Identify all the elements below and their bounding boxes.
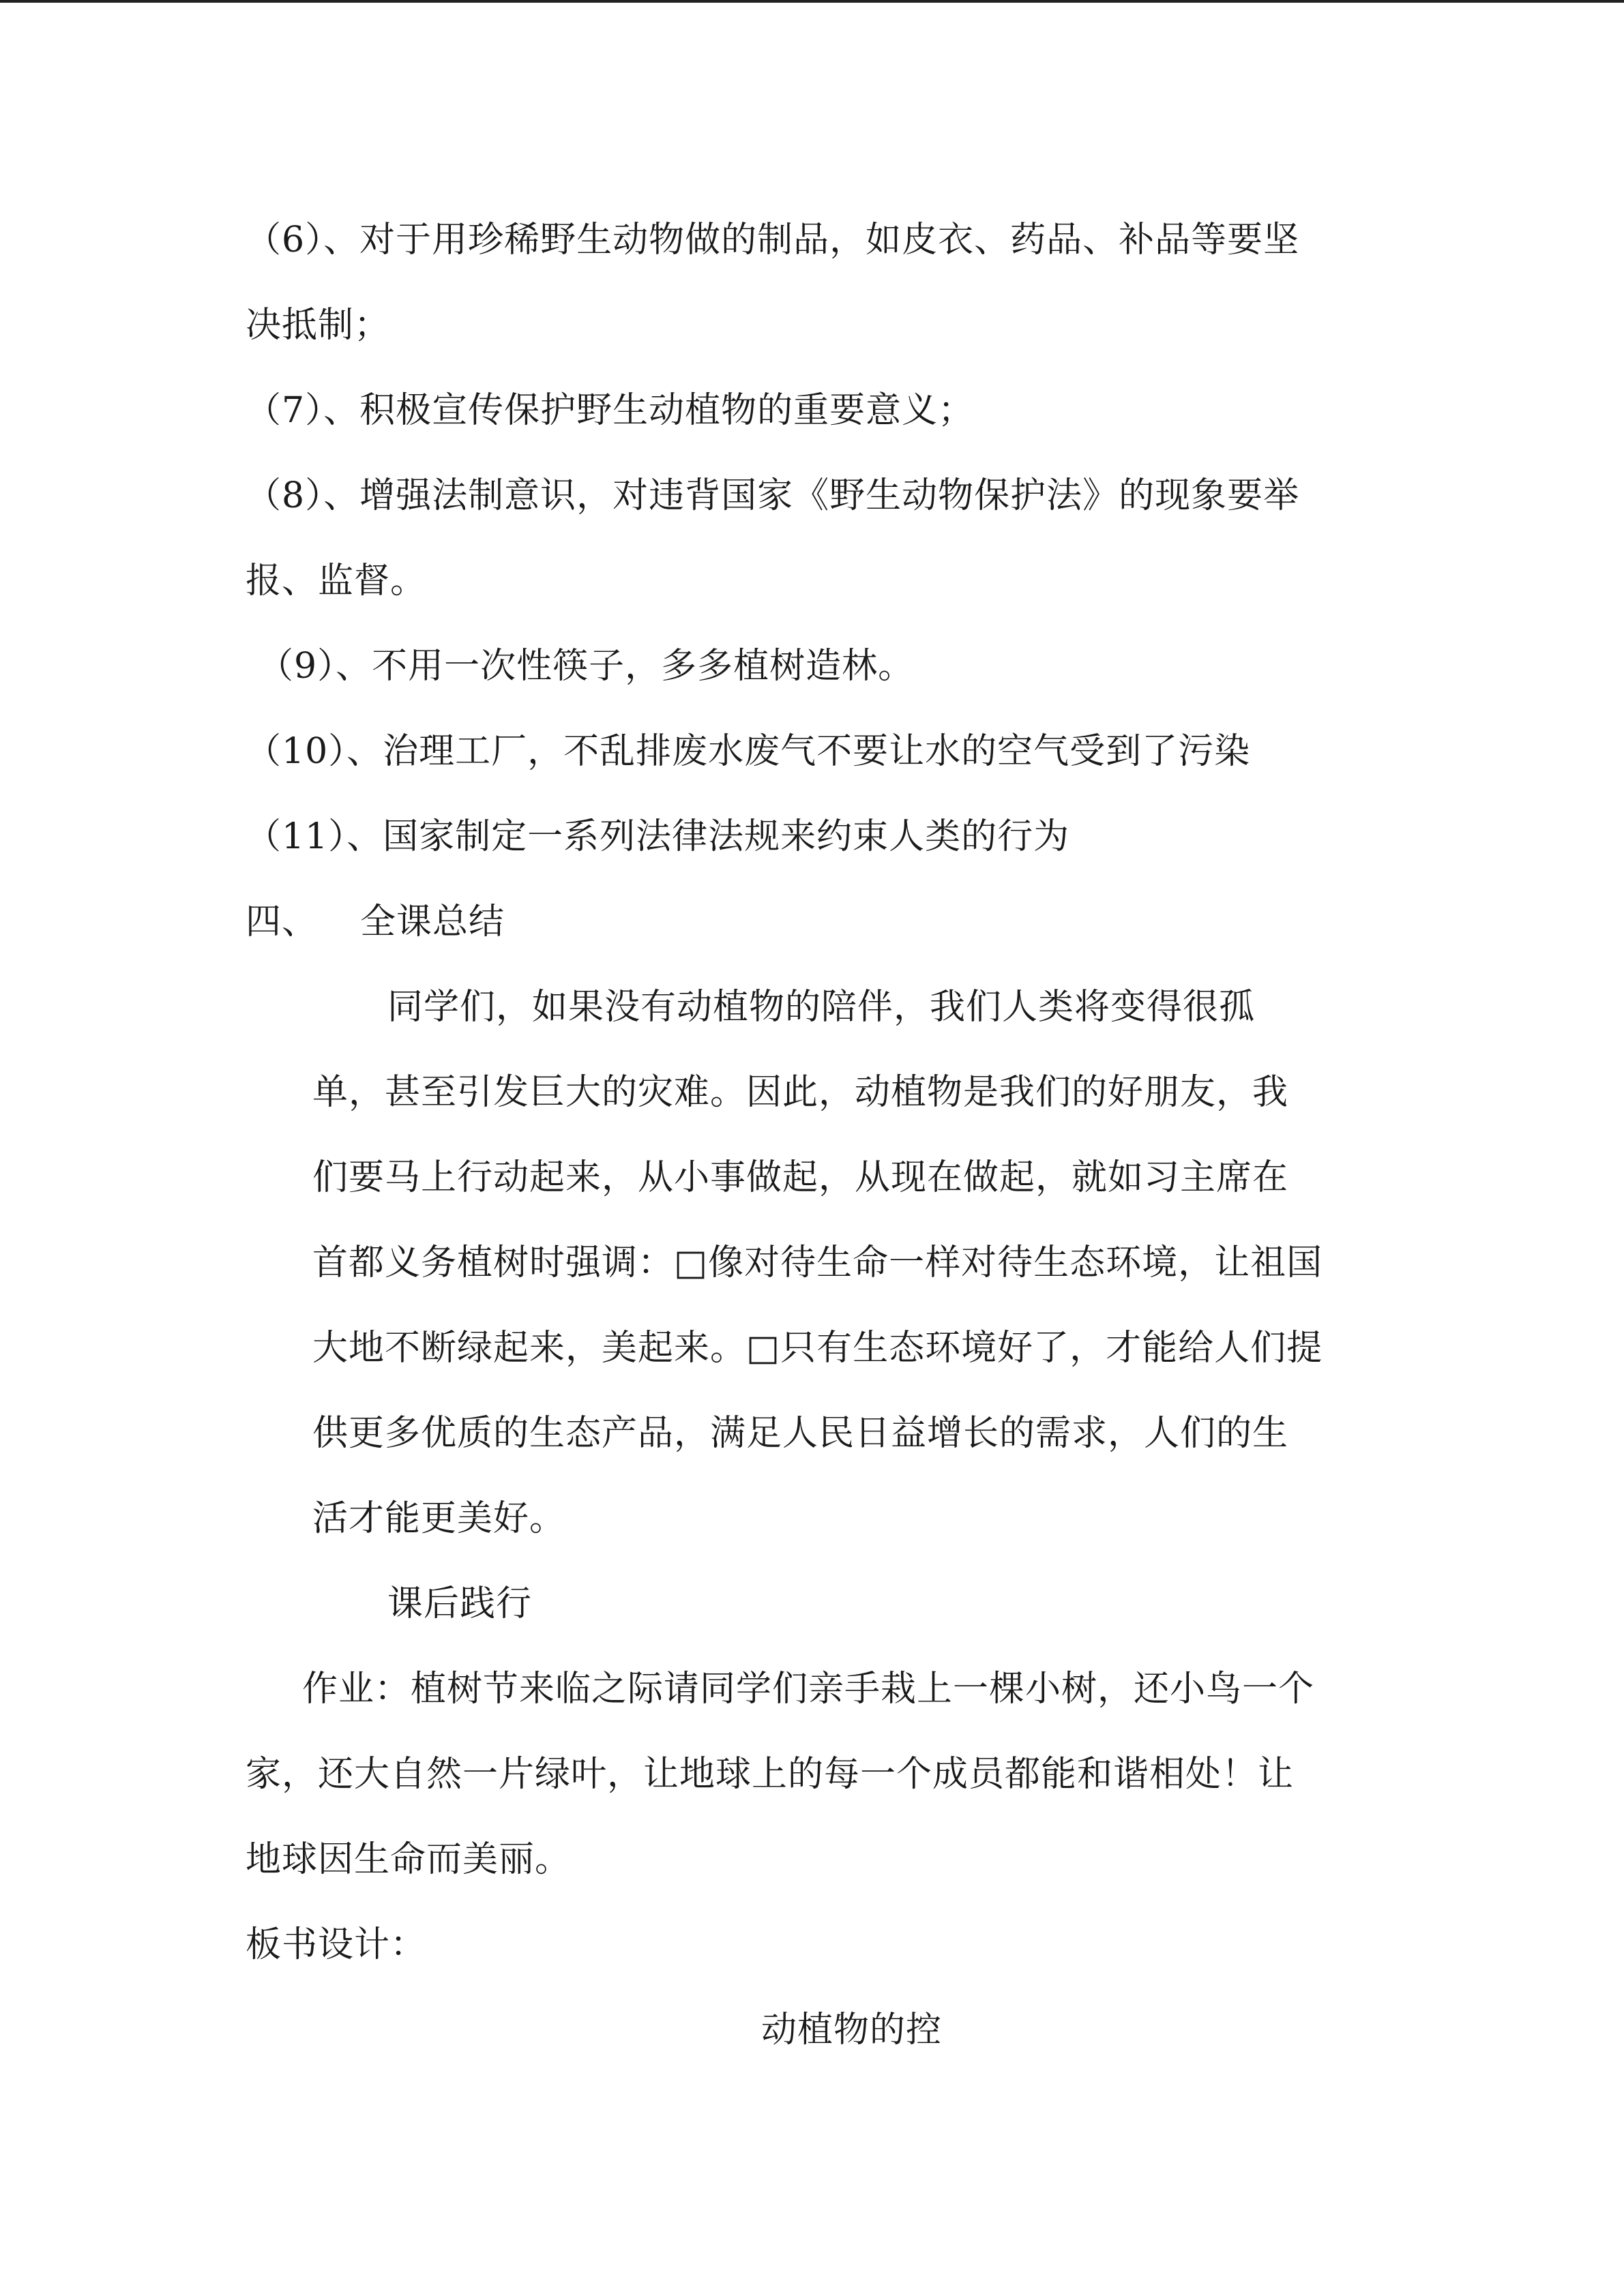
summary-line-5: 大地不断绿起来，美起来。□只有生态环境好了，才能给人们提 — [312, 1328, 1323, 1369]
homework-line-3: 地球因生命而美丽。 — [246, 1839, 572, 1880]
item-7: （7）、积极宣传保护野生动植物的重要意义； — [246, 390, 975, 431]
board-title: 动植物的控 — [761, 2010, 943, 2051]
summary-line-6: 供更多优质的生态产品，满足人民日益增长的需求，人们的生 — [312, 1413, 1289, 1454]
homework-line-2: 家，还大自然一片绿叶，让地球上的每一个成员都能和谐相处！让 — [246, 1754, 1295, 1795]
item-8-line-2: 报、监督。 — [246, 561, 427, 601]
section-title: 全课总结 — [360, 901, 505, 942]
summary-line-4: 首都义务植树时强调：□像对待生命一样对待生态环境，让祖国 — [312, 1242, 1323, 1283]
item-10: （10）、治理工厂，不乱排废水废气不要让水的空气受到了污染 — [246, 731, 1251, 772]
summary-line-3: 们要马上行动起来，从小事做起，从现在做起，就如习主席在 — [312, 1157, 1289, 1198]
summary-line-7: 活才能更美好。 — [312, 1498, 566, 1539]
after-class-title: 课后践行 — [387, 1583, 533, 1624]
section-number: 四、 — [246, 901, 319, 942]
item-11: （11）、国家制定一系列法律法规来约束人类的行为 — [246, 816, 1070, 857]
summary-line-2: 单，甚至引发巨大的灾难。因此，动植物是我们的好朋友，我 — [312, 1072, 1289, 1113]
item-9: （9）、不用一次性筷子，多多植树造林。 — [258, 646, 915, 687]
page-top-border — [0, 0, 1624, 3]
item-8-line-1: （8）、增强法制意识，对违背国家《野生动物保护法》的现象要举 — [246, 475, 1300, 516]
homework-line-1: 作业：植树节来临之际请同学们亲手栽上一棵小树，还小鸟一个 — [302, 1669, 1315, 1710]
item-6-line-2: 决抵制； — [246, 305, 391, 346]
board-design-label: 板书设计： — [246, 1924, 427, 1965]
summary-line-1: 同学们，如果没有动植物的陪伴，我们人类将变得很孤 — [387, 987, 1256, 1028]
item-6-line-1: （6）、对于用珍稀野生动物做的制品，如皮衣、药品、补品等要坚 — [246, 220, 1300, 260]
